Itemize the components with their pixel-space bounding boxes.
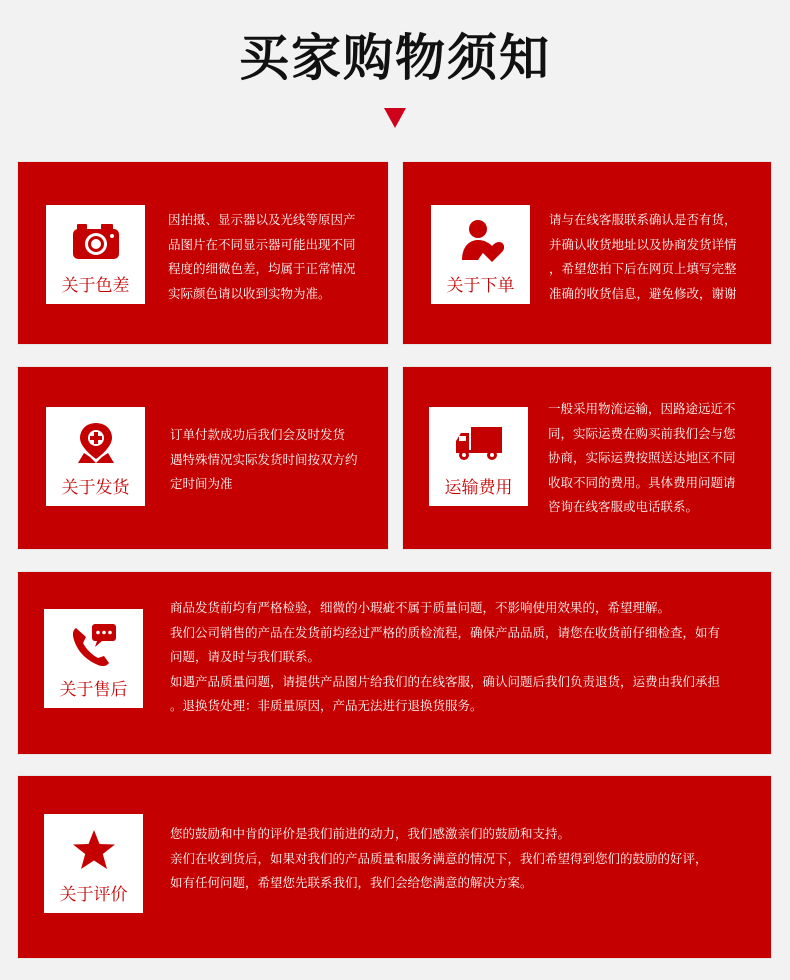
card-icon-box <box>429 407 528 506</box>
card-label: 关于发货 <box>61 478 130 498</box>
card-text-line: 收取不同的费用。具体费用问题请 <box>548 474 736 490</box>
card-text-line: 订单付款成功后我们会及时发货 <box>170 427 346 442</box>
card-after-sales <box>18 572 771 754</box>
card-text <box>170 822 708 896</box>
card-text-line: 品图片在不同显示器可能出现不同 <box>168 236 356 252</box>
card-text-line: 。退换货处理：非质量原因，产品无法进行退换货服务。 <box>170 698 483 713</box>
card-color-difference <box>18 162 388 344</box>
card-text-line: 如有任何问题，希望您先联系我们，我们会给您满意的解决方案。 <box>170 875 533 890</box>
card-label: 运输费用 <box>444 478 513 498</box>
card-icon-box <box>46 407 145 506</box>
user-heart-icon <box>458 219 504 263</box>
camera-icon <box>71 219 121 263</box>
card-text-line: 问题，请及时与我们联系。 <box>170 649 321 664</box>
card-text-line: 协商，实际运费按照送达地区不同 <box>548 450 736 465</box>
card-text-line: 您的鼓励和中肯的评价是我们前进的动力，我们感激亲们的鼓励和支持。 <box>170 826 571 841</box>
card-icon-box <box>431 205 530 304</box>
truck-icon <box>454 421 504 465</box>
card-text-line: 实际颜色请以收到实物为准。 <box>168 285 331 301</box>
card-text-line: 请与在线客服联系确认是否有货， <box>549 212 737 227</box>
card-icon-box <box>44 814 143 913</box>
card-text-line: 遇特殊情况实际发货时间按双方约 <box>170 451 358 467</box>
card-label: 关于下单 <box>446 276 515 296</box>
star-icon <box>71 828 117 872</box>
card-label: 关于售后 <box>59 680 128 700</box>
card-text-line: 并确认收货地址以及协商发货详情 <box>549 236 737 252</box>
card-text-line: 同，实际运费在购买前我们会与您 <box>548 425 736 441</box>
card-text-line: ，希望您拍下后在网页上填写完整 <box>549 261 737 276</box>
card-text <box>170 596 720 719</box>
card-text <box>168 208 356 306</box>
card-reviews <box>18 776 771 958</box>
card-text-line: 定时间为准 <box>170 476 233 491</box>
card-text <box>549 208 737 306</box>
card-label: 关于色差 <box>61 276 130 296</box>
card-text-line: 如遇产品质量问题，请提供产品图片给我们的在线客服，确认问题后我们负责退货，运费由我们承担 <box>170 673 721 689</box>
phone-chat-icon <box>70 623 118 667</box>
card-label: 关于评价 <box>59 885 128 905</box>
card-ordering <box>403 162 771 344</box>
card-text <box>548 397 736 520</box>
card-text-line: 亲们在收到货后，如果对我们的产品质量和服务满意的情况下，我们希望得到您们的鼓励的好评， <box>170 850 708 866</box>
card-text-line: 一般采用物流运输，因路途远近不 <box>548 401 736 416</box>
card-text-line: 咨询在线客服或电话联系。 <box>548 499 699 514</box>
card-text-line: 商品发货前均有严格检验，细微的小瑕疵不属于质量问题，不影响使用效果的，希望理解。 <box>170 600 671 615</box>
card-text-line: 因拍摄、显示器以及光线等原因产 <box>168 212 356 227</box>
card-text-line: 程度的细微色差，均属于正常情况 <box>168 261 356 276</box>
location-pin-icon <box>76 421 116 465</box>
down-arrow-icon <box>384 108 406 128</box>
page-title: 买家购物须知 <box>239 28 551 87</box>
card-text <box>170 423 358 497</box>
card-text-line: 我们公司销售的产品在发货前均经过严格的质检流程，确保产品品质，请您在收货前仔细检查，如有 <box>170 624 721 640</box>
card-icon-box <box>46 205 145 304</box>
card-freight <box>403 367 771 549</box>
card-text-line: 准确的收货信息，避免修改，谢谢 <box>549 285 737 301</box>
card-icon-box <box>44 609 143 708</box>
card-shipping <box>18 367 388 549</box>
